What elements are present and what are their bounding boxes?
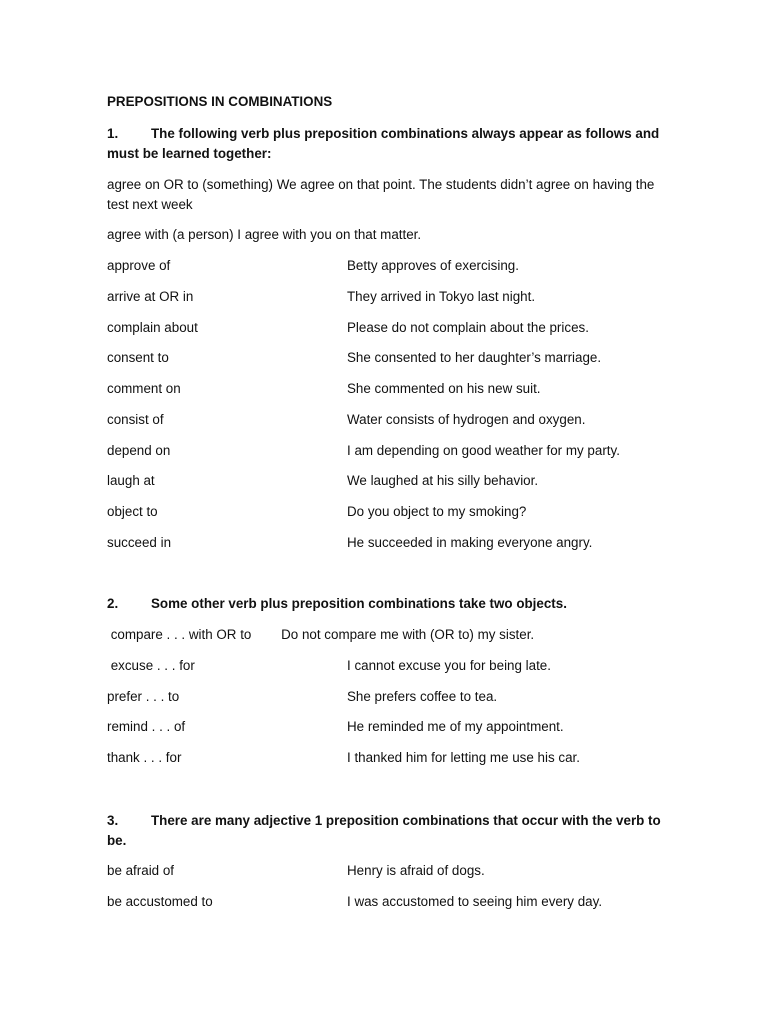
example: He succeeded in making everyone angry. <box>347 535 593 550</box>
list-item-compare: compare . . . with OR to Do not compare me with (OR to) my sister. <box>107 627 535 642</box>
page-title: PREPOSITIONS IN COMBINATIONS <box>107 94 333 109</box>
phrase: prefer . . . to <box>107 689 180 704</box>
example: Water consists of hydrogen and oxygen. <box>347 412 586 427</box>
example: Henry is afraid of dogs. <box>347 863 485 878</box>
intro-agree-with: agree with (a person) I agree with you on that matter. <box>107 227 422 242</box>
list-item <box>107 442 620 459</box>
section-2-number: 2. <box>107 596 119 611</box>
phrase: thank . . . for <box>107 750 182 765</box>
list-item <box>107 380 541 397</box>
list-item <box>107 718 564 735</box>
example: She commented on his new suit. <box>347 381 541 396</box>
list-item <box>107 257 519 274</box>
phrase: remind . . . of <box>107 719 186 734</box>
example: They arrived in Tokyo last night. <box>347 289 536 304</box>
phrase: complain about <box>107 320 198 335</box>
phrase: comment on <box>107 381 181 396</box>
list-item <box>107 862 485 879</box>
phrase: consent to <box>107 350 169 365</box>
phrase: excuse . . . for <box>107 658 195 673</box>
list-item <box>107 349 602 366</box>
section-1-heading-text: The following verb plus preposition combinations always appear as follows and must be learned together: <box>107 126 660 161</box>
list-item <box>107 288 536 305</box>
list-item <box>107 893 603 910</box>
section-1-number: 1. <box>107 126 119 141</box>
list-item <box>107 749 580 766</box>
example: Do you object to my smoking? <box>347 504 527 519</box>
phrase: succeed in <box>107 535 172 550</box>
list-item <box>107 657 551 674</box>
intro-agree-on: agree on OR to (something) We agree on that point. The students didn’t agree on having the test next week <box>107 177 655 212</box>
phrase: be accustomed to <box>107 894 213 909</box>
list-item <box>107 472 539 489</box>
phrase: arrive at OR in <box>107 289 194 304</box>
section-3-number: 3. <box>107 813 119 828</box>
phrase: approve of <box>107 258 171 273</box>
phrase: object to <box>107 504 158 519</box>
phrase: consist of <box>107 412 164 427</box>
phrase: depend on <box>107 443 171 458</box>
example: He reminded me of my appointment. <box>347 719 564 734</box>
example: I cannot excuse you for being late. <box>347 658 551 673</box>
phrase: be afraid of <box>107 863 174 878</box>
list-item <box>107 319 589 336</box>
example: She prefers coffee to tea. <box>347 689 498 704</box>
list-item <box>107 411 586 428</box>
section-3-heading-text: There are many adjective 1 preposition combinations that occur with the verb to be. <box>107 813 661 848</box>
phrase: laugh at <box>107 473 155 488</box>
example: She consented to her daughter’s marriage. <box>347 350 602 365</box>
example: I thanked him for letting me use his car. <box>347 750 580 765</box>
example: I am depending on good weather for my party. <box>347 443 620 458</box>
list-item <box>107 534 593 551</box>
example: I was accustomed to seeing him every day. <box>347 894 603 909</box>
example: Please do not complain about the prices. <box>347 320 589 335</box>
list-item <box>107 503 527 520</box>
example: We laughed at his silly behavior. <box>347 473 539 488</box>
section-1-heading <box>107 124 662 164</box>
section-2-heading <box>107 595 567 612</box>
section-2-heading-text: Some other verb plus preposition combinations take two objects. <box>151 596 567 611</box>
section-3-heading <box>107 811 662 851</box>
list-item <box>107 688 498 705</box>
example: Betty approves of exercising. <box>347 258 519 273</box>
